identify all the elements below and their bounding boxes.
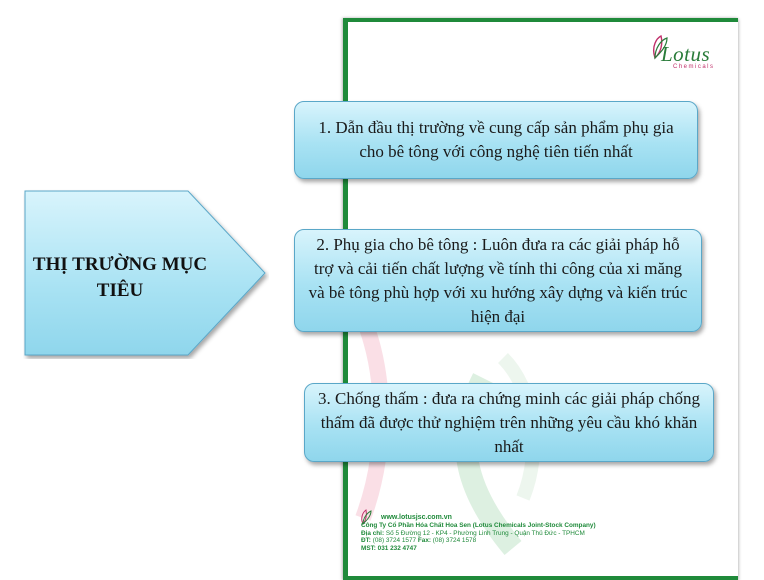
objective-box-1 [294, 101, 698, 179]
footer-company-name: Công Ty Cổ Phần Hóa Chất Hoa Sen (Lotus Chemicals Joint-Stock Company) [361, 521, 596, 529]
footer-address-line [361, 530, 596, 538]
arrow-title: THỊ TRƯỜNG MỤC TIÊU [32, 254, 208, 301]
footer-address: Số 5 Đường 12 - KP4 - Phường Linh Trung - Quận Thủ Đức - TPHCM [384, 529, 585, 537]
footer-phone-label: ĐT: [361, 537, 371, 545]
footer-address-label: Địa chỉ: [361, 529, 385, 537]
objective-text-1: 1. Dẫn đầu thị trường về cung cấp sản phẩm phụ gia cho bê tông với công nghệ tiên tiến nhất [318, 118, 674, 161]
footer-website: www.lotusjsc.com.vn [381, 514, 452, 521]
logo-text: Lotus [661, 42, 711, 66]
footer-fax-label: Fax: [417, 537, 431, 545]
objective-text-3: 3. Chống thấm : đưa ra chứng minh các giải pháp chống thấm đã được thử nghiệm trên những yêu cầu khó khăn nhất [318, 388, 700, 456]
objective-box-2 [294, 229, 702, 332]
logo-subtext: Chemicals [673, 64, 715, 70]
footer-fax: (08) 3724 1578 [431, 537, 477, 545]
footer-tax-code: MST: 031 232 4747 [361, 545, 417, 553]
company-footer [361, 514, 596, 553]
footer-phone: (08) 3724 1577 [370, 537, 418, 545]
objective-text-2: 2. Phụ gia cho bê tông : Luôn đưa ra các giải pháp hỗ trợ và cải tiến chất lượng về tính thi công của xi măng và bê tông phù hợp với xu hướng xây dựng và kiến trúc hiện đại [308, 234, 688, 326]
footer-phone-line [361, 537, 596, 545]
objective-box-3 [304, 383, 714, 462]
